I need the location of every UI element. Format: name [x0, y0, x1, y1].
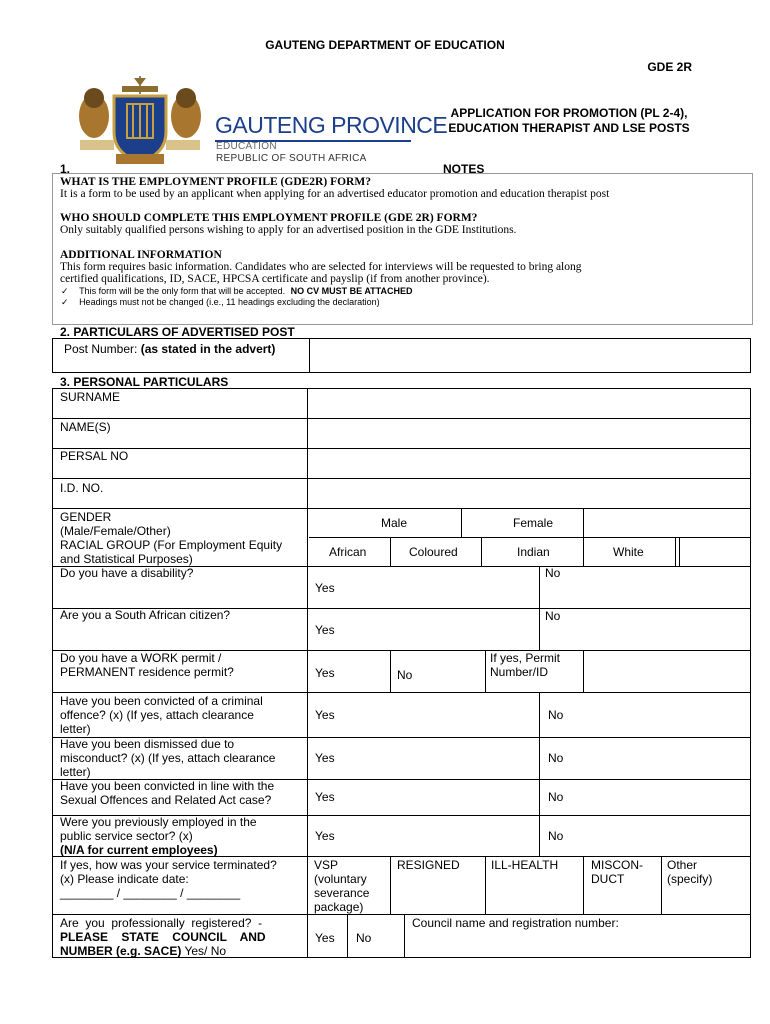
- notes-answer-2: Only suitably qualified persons wishing to apply for an advertised position in the GDE Institutions.: [60, 224, 517, 236]
- sexual-offences-label: Have you been convicted in line with the Sexual Offences and Related Act case?: [60, 779, 275, 807]
- notes-question-2: WHO SHOULD COMPLETE THIS EMPLOYMENT PROFILE (GDE 2R) FORM?: [60, 212, 478, 224]
- logo-education: EDUCATION: [216, 141, 277, 152]
- form-code: GDE 2R: [647, 60, 692, 74]
- permit-yes[interactable]: Yes: [315, 666, 335, 680]
- termination-option-ill-health[interactable]: ILL-HEALTH: [491, 858, 559, 872]
- check-icon: ✓: [61, 286, 69, 296]
- check-icon: ✓: [61, 297, 69, 307]
- surname-input[interactable]: [310, 390, 749, 417]
- id-number-input[interactable]: [310, 480, 749, 507]
- check1-bold: NO CV MUST BE ATTACHED: [290, 286, 413, 296]
- notes-heading: NOTES: [443, 162, 485, 176]
- termination-option-other[interactable]: Other (specify): [667, 858, 713, 886]
- application-title: APPLICATION FOR PROMOTION (PL 2-4), EDUCATION THERAPIST AND LSE POSTS: [448, 106, 690, 135]
- dismissed-label: Have you been dismissed due to misconduct? (x) (If yes, attach clearance letter): [60, 737, 276, 779]
- disability-label: Do you have a disability?: [60, 566, 194, 580]
- criminal-no[interactable]: No: [548, 708, 564, 722]
- gender-option-female[interactable]: Female: [513, 516, 554, 530]
- race-option-coloured[interactable]: Coloured: [409, 545, 458, 559]
- post-number-input[interactable]: [311, 340, 749, 371]
- dismissed-yes[interactable]: Yes: [315, 751, 335, 765]
- permit-no[interactable]: No: [397, 668, 413, 682]
- notes-answer-3-line2: certified qualifications, ID, SACE, HPCSA certificate and payslip (if from another province).: [60, 273, 490, 285]
- race-option-white[interactable]: White: [613, 545, 644, 559]
- notes-answer-3-line1: This form requires basic information. Candidates who are selected for interviews will be requested to bring along: [60, 261, 582, 273]
- citizen-no[interactable]: No: [545, 609, 561, 623]
- termination-label: If yes, how was your service terminated? (x) Please indicate date: ________ / ________ / ________: [60, 858, 277, 900]
- registration-label: Are you professionally registered? - PLEASE STATE COUNCIL AND NUMBER (e.g. SACE) Yes/ No: [60, 916, 266, 958]
- notes-checklist-item-1: [61, 286, 413, 297]
- permit-label: Do you have a WORK permit / PERMANENT residence permit?: [60, 651, 234, 679]
- disability-yes[interactable]: Yes: [315, 581, 335, 595]
- criminal-label: Have you been convicted of a criminal offence? (x) (If yes, attach clearance letter): [60, 694, 263, 736]
- termination-option-resigned[interactable]: RESIGNED: [397, 858, 460, 872]
- race-option-indian[interactable]: Indian: [517, 545, 550, 559]
- section-1-number: 1.: [60, 162, 71, 176]
- race-option-african[interactable]: African: [329, 545, 367, 559]
- gender-option-other[interactable]: [585, 510, 749, 536]
- sexual-offences-yes[interactable]: Yes: [315, 790, 335, 804]
- criminal-yes[interactable]: Yes: [315, 708, 335, 722]
- registered-yes[interactable]: Yes: [315, 931, 335, 945]
- logo-province-name: GAUTENG PROVINCE: [215, 112, 448, 138]
- council-name-input[interactable]: [406, 932, 749, 956]
- sexual-offences-no[interactable]: No: [548, 790, 564, 804]
- permit-number-label: If yes, Permit Number/ID: [490, 651, 561, 679]
- council-name-label: Council name and registration number:: [412, 916, 619, 930]
- racial-group-label: RACIAL GROUP (For Employment Equity and Statistical Purposes): [60, 538, 283, 566]
- names-input[interactable]: [310, 420, 749, 447]
- check1-text: This form will be the only form that will be accepted.: [79, 286, 286, 296]
- citizen-label: Are you a South African citizen?: [60, 608, 231, 622]
- termination-option-misconduct[interactable]: MISCON- DUCT: [591, 858, 643, 886]
- previously-employed-yes[interactable]: Yes: [315, 829, 335, 843]
- section-3-title: 3. PERSONAL PARTICULARS: [60, 375, 229, 389]
- previously-employed-no[interactable]: No: [548, 829, 564, 843]
- logo-republic: REPUBLIC OF SOUTH AFRICA: [216, 153, 367, 164]
- gender-option-male[interactable]: Male: [381, 516, 408, 530]
- gender-label: GENDER (Male/Female/Other): [60, 510, 171, 538]
- previously-employed-label: Were you previously employed in the public service sector? (x) (N/A for current employees): [60, 815, 257, 857]
- notes-question-1: WHAT IS THE EMPLOYMENT PROFILE (GDE2R) FORM?: [60, 176, 371, 188]
- id-number-label: I.D. NO.: [60, 481, 104, 495]
- citizen-yes[interactable]: Yes: [315, 623, 335, 637]
- dismissed-no[interactable]: No: [548, 751, 564, 765]
- notes-box: [52, 173, 753, 325]
- check2-text: Headings must not be changed (i.e., 11 headings excluding the declaration): [79, 297, 380, 307]
- department-title: GAUTENG DEPARTMENT OF EDUCATION: [265, 38, 505, 52]
- persal-input[interactable]: [310, 450, 749, 477]
- post-number-label: Post Number: (as stated in the advert): [64, 342, 276, 356]
- disability-no[interactable]: No: [545, 566, 561, 580]
- section-2-title: 2. PARTICULARS OF ADVERTISED POST: [60, 325, 295, 339]
- persal-label: PERSAL NO: [60, 449, 129, 463]
- termination-option-vsp[interactable]: VSP (voluntary severance package): [314, 858, 370, 914]
- surname-label: SURNAME: [60, 390, 121, 404]
- permit-number-input[interactable]: [585, 652, 749, 691]
- registered-no[interactable]: No: [356, 931, 372, 945]
- notes-checklist-item-2: [61, 297, 380, 308]
- notes-question-3: ADDITIONAL INFORMATION: [60, 249, 222, 261]
- names-label: NAME(S): [60, 420, 111, 434]
- notes-answer-1: It is a form to be used by an applicant when applying for an advertised educator promotion and education therapist post: [60, 188, 610, 200]
- coat-of-arms-icon: [72, 74, 208, 170]
